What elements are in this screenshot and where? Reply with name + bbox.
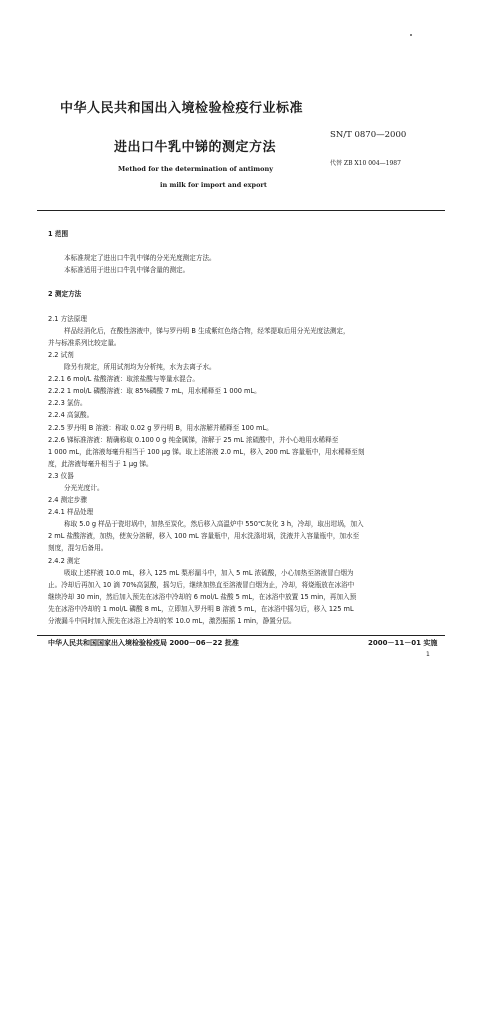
header-rule: [37, 210, 445, 211]
body-line: 2.1 方法原理: [48, 314, 87, 323]
body-line: 刻度，混匀后备用。: [48, 544, 108, 553]
body-line: 2 mL 盐酸溶液，加热，使灰分溶解，移入 100 mL 容量瓶中，用水洗涤坩埚，洗液并入容量瓶中，加水至: [48, 532, 360, 541]
document-title-en-line2: in milk for import and export: [160, 181, 267, 189]
body-line: 称取 5.0 g 样品于瓷坩埚中，加热至炭化，然后移入高温炉中 550℃灰化 3 h，冷却，取出坩埚，加入: [64, 520, 364, 529]
blank-line: [48, 240, 448, 252]
body-line: 本标准适用于进出口牛乳中锑含量的测定。: [64, 266, 190, 275]
body-line: 2.2.1 6 mol/L 盐酸溶液：取浓盐酸与等量水混合。: [48, 375, 199, 384]
body-line: 分光光度计。: [64, 483, 104, 492]
body-line: 止。冷却后再加入 10 滴 70%高氯酸，摇匀后，继续加热直至溶液冒白烟为止，冷却，将烧瓶放在冰浴中: [48, 580, 355, 589]
body-line: 2.2.4 高氯酸。: [48, 411, 94, 420]
blank-line: [48, 276, 448, 288]
footer-rule: [37, 635, 445, 636]
body-line: 2.2.5 罗丹明 B 溶液：称取 0.02 g 罗丹明 B，用水溶解并稀释至 100 mL。: [48, 423, 273, 432]
body-line: 继续冷却 30 min，然后加入预先在冰浴中冷却的 6 mol/L 盐酸 5 mL，在冰浴中放置 15 min，再加入预: [48, 592, 357, 601]
page-number: 1: [426, 651, 430, 658]
body-line: 2.3 仪器: [48, 471, 74, 480]
replaces-standard: 代替 ZB X10 004—1987: [330, 160, 401, 167]
body-line: 吸取上述样液 10.0 mL，移入 125 mL 梨形漏斗中，加入 5 mL 浓硫酸，小心加热至溶液冒白烟为: [64, 568, 354, 577]
issuing-authority: 中华人民共和国出入境检验检疫行业标准: [60, 101, 304, 116]
implementation-date: 2000－11－01 实施: [368, 639, 438, 647]
scan-speck: [410, 34, 412, 36]
body-line: 样品经消化后，在酸性溶液中，锑与罗丹明 B 生成紫红色络合物，经苯提取后用分光光度法测定，: [64, 326, 350, 335]
body-line: 2.4.1 样品处理: [48, 508, 94, 517]
body-line: 分液漏斗中同时加入预先在冰浴上冷却的苯 10.0 mL，激烈振摇 1 min，静置分层。: [48, 617, 296, 625]
body-line: 本标准规定了进出口牛乳中锑的分光光度测定方法。: [64, 254, 216, 263]
body-line: 2.2.2 1 mol/L 磷酸溶液：取 85%磷酸 7 mL，用水稀释至 1 000 mL。: [48, 387, 261, 396]
body-line: 度，此溶液每毫升相当于 1 μg 锑。: [48, 459, 153, 468]
body-line: 先在冰浴中冷却的 1 mol/L 磷酸 8 mL，立即加入罗丹明 B 溶液 5 mL，在冰浴中摇匀后，移入 125 mL: [48, 604, 354, 613]
document-title-cn: 进出口牛乳中锑的测定方法: [114, 140, 277, 155]
body-line: 2.2 试剂: [48, 350, 74, 359]
body-line: 2.4 测定步骤: [48, 496, 87, 505]
standard-body-text: [48, 228, 448, 627]
body-line: 1 000 mL，此溶液每毫升相当于 100 μg 锑。取上述溶液 2.0 mL，移入 200 mL 容量瓶中，用水稀释至刻: [48, 447, 365, 456]
section-heading: 2 测定方法: [48, 290, 82, 299]
body-line: 除另有规定，所用试剂均为分析纯，水为去离子水。: [64, 363, 216, 372]
body-line: 2.4.2 测定: [48, 556, 81, 565]
blank-line: [48, 301, 448, 313]
standard-number: SN/T 0870—2000: [330, 130, 407, 140]
body-line: 2.2.6 锑标准溶液：精确称取 0.100 0 g 纯金属锑，溶解于 25 mL 浓硫酸中，并小心地用水稀释至: [48, 435, 339, 444]
document-title-en-line1: Method for the determination of antimony: [118, 165, 273, 173]
body-line: 并与标准系列比较定量。: [48, 338, 121, 347]
section-heading: 1 范围: [48, 230, 69, 238]
body-line: 2.2.3 氯仿。: [48, 399, 87, 408]
approval-line: 中华人民共和国国家出入境检验检疫局 2000－06－22 批准: [48, 639, 239, 647]
